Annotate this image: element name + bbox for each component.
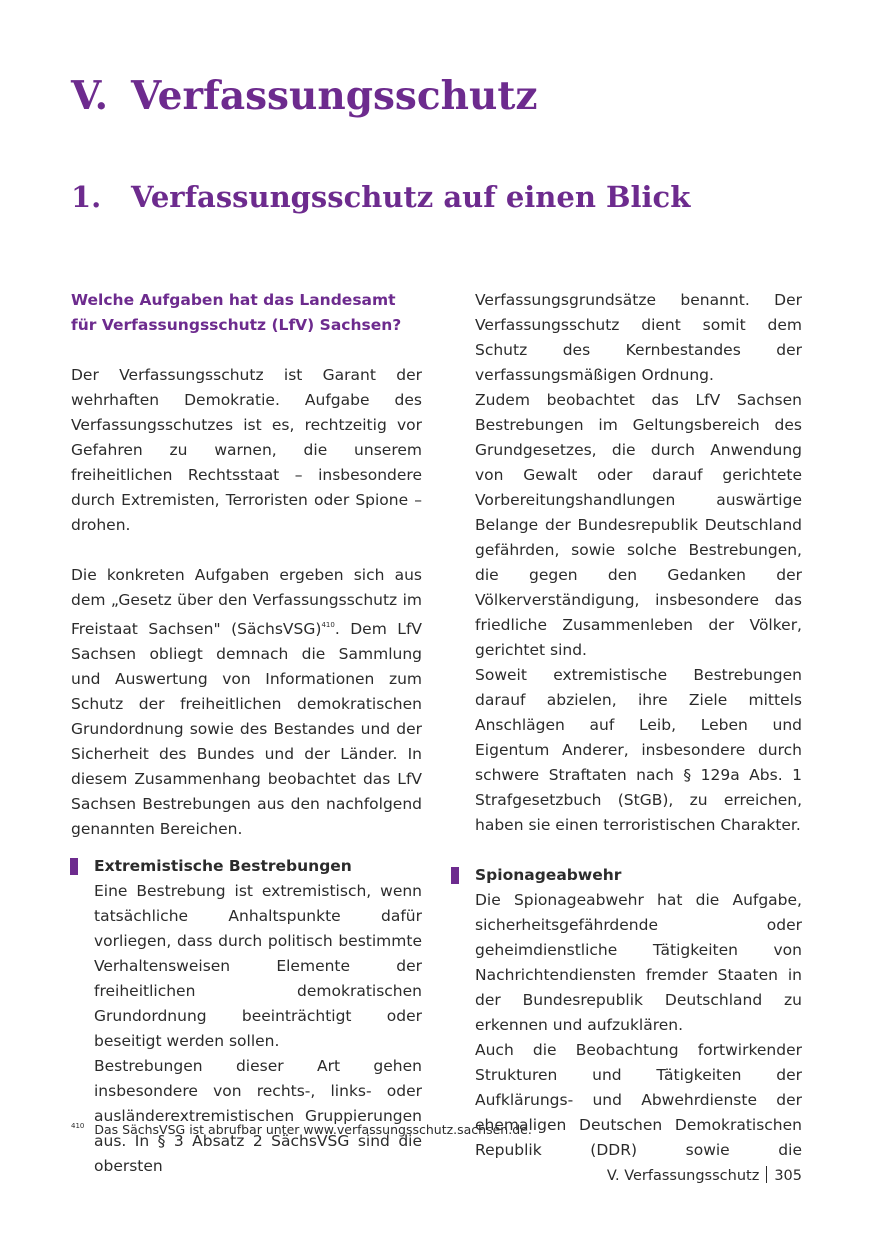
- footnote-text: Das SächsVSG ist abrufbar unter www.verfassungsschutz.sachsen.de.: [94, 1122, 532, 1137]
- extremism-paragraph-2: Bestrebungen dieser Art gehen insbesondere von rechts-, links- oder ausländerextremistischen Gruppierungen aus. In § 3 Absatz 2 SächsVSG sind die obersten: [94, 1057, 422, 1175]
- bullet-marker: [451, 867, 459, 884]
- right-paragraph-2: Zudem beobachtet das LfV Sachsen Bestrebungen im Geltungsbereich des Grundgesetzes, die durch Anwendung von Gewalt oder darauf gerichtete Vorbereitungshandlungen auswärtige Belange der Bundesrepublik Deutschland gefährden, sowie solche Bestrebungen, die gegen den Gedanken der Völkerverständigung, insbesondere das friedliche Zusammenleben der Völker, gerichtet sind.: [475, 391, 802, 659]
- footer-section-label: V. Verfassungsschutz: [606, 1168, 760, 1184]
- section-heading: [71, 176, 690, 218]
- section-number: 1.: [71, 180, 102, 214]
- footnote: [71, 1116, 532, 1140]
- subhead-counterintelligence-text: Spionageabwehr: [475, 866, 622, 884]
- tasks-paragraph-start: Die konkreten Aufgaben ergeben sich aus dem „Gesetz über den Verfassungsschutz im Freistaat Sachsen" (SächsVSG): [71, 566, 422, 638]
- tasks-paragraph-end: . Dem LfV Sachsen obliegt demnach die Sammlung und Auswertung von Informationen zum Schutz der freiheitlichen demokratischen Grundordnung sowie des Bestandes und der Sicherheit des Bundes und der Länder. In diesem Zusammenhang beobachtet das LfV Sachsen Bestrebungen aus den nachfolgend genannten Bereichen.: [71, 620, 422, 838]
- section-title: Verfassungsschutz auf einen Blick: [131, 180, 691, 214]
- counterintelligence-paragraph-2: Auch die Beobachtung fortwirkender Strukturen und Tätigkeiten der Aufklärungs- und Abwehrdienste der ehemaligen Deutschen Demokratischen Republik (DDR) sowie die: [475, 1041, 802, 1159]
- right-paragraph-3: Soweit extremistische Bestrebungen darauf abzielen, ihre Ziele mittels Anschlägen auf Leib, Leben und Eigentum Anderer, insbesondere durch schwere Straftaten nach § 129a Abs. 1 Strafgesetzbuch (StGB), zu erreichen, haben sie einen terroristischen Charakter.: [475, 666, 802, 834]
- right-column: [475, 288, 802, 1163]
- chapter-number: V.: [71, 73, 109, 119]
- extremism-paragraph-1: Eine Bestrebung ist extremistisch, wenn tatsächliche Anhaltspunkte dafür vorliegen, dass durch politisch bestimmte Verhaltensweisen Elemente der freiheitlichen demokratischen Grundordnung beeinträchtigt oder beseitigt werden sollen.: [94, 882, 422, 1050]
- subhead-extremism-text: Extremistische Bestrebungen: [94, 857, 352, 875]
- intro-paragraph: Der Verfassungsschutz ist Garant der wehrhaften Demokratie. Aufgabe des Verfassungsschutzes ist es, rechtzeitig vor Gefahren zu warnen, die unserem freiheitlichen Rechtsstaat – insbesondere durch Extremisten, Terroristen oder Spione – drohen.: [71, 366, 422, 534]
- chapter-heading: [71, 70, 538, 122]
- page-number: 305: [774, 1168, 802, 1184]
- page-footer: [607, 1165, 802, 1187]
- tasks-paragraph: [71, 563, 422, 842]
- counterintelligence-paragraph-1: Die Spionageabwehr hat die Aufgabe, sicherheitsgefährdende oder geheimdienstliche Tätigkeiten von Nachrichtendiensten fremder Staaten in der Bundesrepublik Deutschland zu erkennen und aufzuklären.: [475, 891, 802, 1034]
- bullet-marker: [70, 858, 78, 875]
- footer-divider: [766, 1166, 767, 1183]
- subhead-counterintelligence: [475, 863, 802, 888]
- chapter-title: Verfassungsschutz: [131, 73, 538, 119]
- left-column: [71, 288, 422, 1179]
- footnote-number: 410: [71, 1122, 85, 1130]
- right-paragraph-1: Verfassungsgrundsätze benannt. Der Verfassungsschutz dient somit dem Schutz des Kernbestandes der verfassungsmäßigen Ordnung.: [475, 291, 802, 384]
- subhead-extremism: [94, 854, 422, 879]
- question-heading: Welche Aufgaben hat das Landesamt für Verfassungsschutz (LfV) Sachsen?: [71, 291, 402, 334]
- footnote-reference: 410: [321, 621, 335, 629]
